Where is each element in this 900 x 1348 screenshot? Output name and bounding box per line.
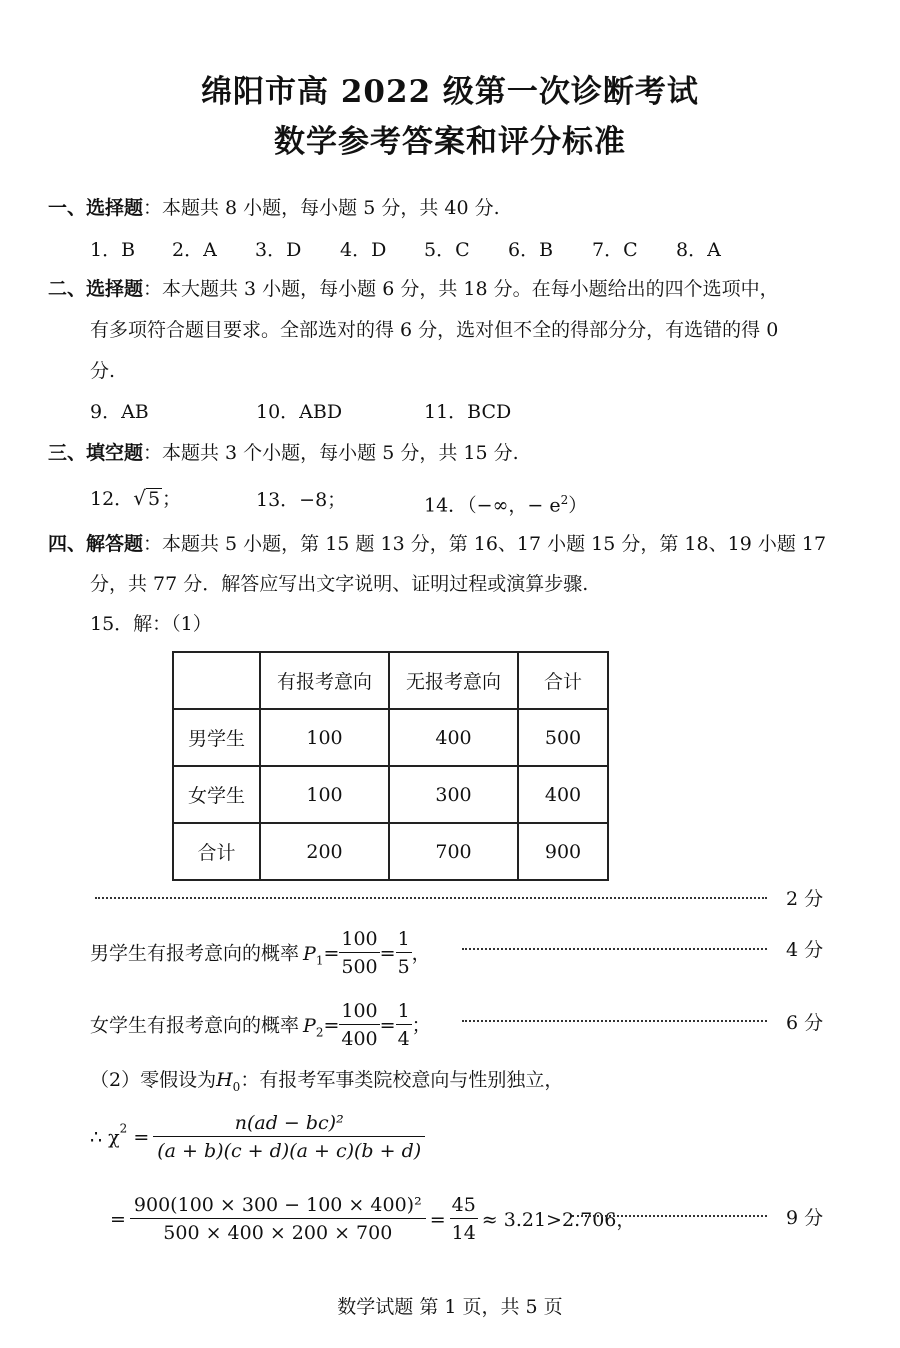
- part-2-prefix: （2）零假设为: [90, 1069, 217, 1091]
- table-cell: 900: [518, 823, 608, 880]
- chi-square-calculation: [110, 1192, 635, 1247]
- female-probability-text: 女学生有报考意向的概率: [90, 1014, 300, 1037]
- answer-6: 6．B: [508, 239, 554, 261]
- table-cell: 有报考意向: [260, 652, 389, 709]
- table-row: [173, 709, 608, 766]
- calc-fraction: [130, 1192, 426, 1247]
- dotted-leader: [95, 897, 767, 899]
- section-2-label: 二、选择题: [48, 278, 144, 300]
- answer-14-prefix: 14．（−∞，− e: [424, 494, 561, 517]
- male-end-punct: ，: [411, 942, 431, 965]
- fraction: [339, 998, 379, 1053]
- table-cell: 400: [518, 766, 608, 823]
- dotted-leader: [572, 1215, 767, 1217]
- calc-denominator: 500 × 400 × 200 × 700: [163, 1222, 393, 1244]
- answer-13: 13．−8；: [256, 489, 347, 511]
- female-p-sub: 2: [315, 1025, 324, 1040]
- exam-title: 绵阳市高 2022 级第一次诊断考试: [201, 74, 699, 110]
- answer-5: 5．C: [424, 239, 470, 261]
- table-row: [173, 823, 608, 880]
- chi-numerator: n(ad − bc)²: [153, 1110, 425, 1137]
- female-p-var: P: [303, 1014, 316, 1037]
- table-row: [173, 652, 608, 709]
- male-probability-text: 男学生有报考意向的概率: [90, 942, 300, 965]
- answer-1: 1．B: [90, 239, 136, 261]
- section-3-label: 三、填空题: [48, 442, 144, 464]
- section-1-desc: ：本题共 8 小题，每小题 5 分，共 40 分.: [143, 197, 500, 219]
- male-p-sub: 1: [315, 953, 324, 968]
- fraction-numerator: 1: [396, 998, 412, 1025]
- fraction: [339, 926, 379, 981]
- fraction: [396, 926, 412, 981]
- chi-denominator: (a + b)(c + d)(a + c)(b + d): [157, 1140, 422, 1162]
- answer-10: 10．ABD: [256, 401, 343, 423]
- calc-result: ≈ 3.21>2.706，: [481, 1208, 636, 1231]
- section-1-label: 一、选择题: [48, 197, 144, 219]
- fraction-denominator: 500: [341, 956, 378, 978]
- section-2-heading: [48, 275, 779, 303]
- answer-14: [424, 486, 587, 519]
- section-2-desc: ：本大题共 3 小题，每小题 6 分，共 18 分。在每小题给出的四个选项中，: [143, 278, 779, 300]
- answer-4: 4．D: [340, 239, 387, 261]
- table-cell: 100: [260, 766, 389, 823]
- equals-sign: =: [323, 942, 340, 965]
- table-cell: 男学生: [173, 709, 260, 766]
- part-2-hypothesis: [90, 1066, 563, 1101]
- dotted-leader: [462, 1020, 767, 1022]
- answer-14-exponent: 2: [560, 493, 569, 507]
- section-1-heading: [48, 194, 500, 222]
- chi-exponent: 2: [119, 1121, 128, 1136]
- document-subtitle: 数学参考答案和评分标准: [274, 124, 626, 160]
- h0-var: H: [216, 1069, 233, 1091]
- answer-14-suffix: ）: [568, 494, 588, 517]
- dotted-leader: [462, 948, 767, 950]
- table-cell: 女学生: [173, 766, 260, 823]
- answer-11: 11．BCD: [424, 401, 512, 423]
- table-cell: 合计: [518, 652, 608, 709]
- calc-numerator: 900(100 × 300 − 100 × 400)²: [130, 1192, 426, 1219]
- h0-sub: 0: [232, 1079, 241, 1094]
- fraction-denominator: 400: [341, 1028, 378, 1050]
- fraction-numerator: 1: [396, 926, 412, 953]
- male-p-var: P: [303, 942, 316, 965]
- fraction-numerator: 100: [339, 926, 379, 953]
- fraction: [396, 998, 412, 1053]
- answer-12: [90, 484, 181, 513]
- answer-3: 3．D: [255, 239, 302, 261]
- female-probability: [90, 998, 431, 1053]
- section-3-desc: ：本题共 3 个小题，每小题 5 分，共 15 分.: [143, 442, 519, 464]
- male-probability: [90, 926, 431, 981]
- female-end-punct: ；: [411, 1014, 431, 1037]
- table-row: [173, 766, 608, 823]
- fraction-denominator: 5: [397, 956, 410, 978]
- table-cell: [173, 652, 260, 709]
- sqrt-sign: √: [133, 486, 146, 510]
- chi-square-formula: [90, 1110, 425, 1165]
- section-2-desc-line2: 有多项符合题目要求。全部选对的得 6 分，选对但不全的得部分分，有选错的得 0: [90, 319, 779, 341]
- table-cell: 700: [389, 823, 518, 880]
- section-4-heading: [48, 530, 826, 558]
- section-2-desc-line3: 分.: [90, 360, 116, 382]
- score-6: 6 分: [786, 1012, 824, 1034]
- section-4-desc: ：本题共 5 小题，第 15 题 13 分，第 16、17 小题 15 分，第 18、19 小题 17: [143, 533, 827, 555]
- equals-sign: =: [110, 1208, 126, 1231]
- section-4-label: 四、解答题: [48, 533, 144, 555]
- table-cell: 200: [260, 823, 389, 880]
- equals-sign: =: [323, 1014, 340, 1037]
- fraction-numerator: 100: [339, 998, 379, 1025]
- page-footer: 数学试题 第 1 页，共 5 页: [337, 1296, 563, 1318]
- table-cell: 100: [260, 709, 389, 766]
- fraction: [450, 1192, 478, 1247]
- section-4-desc-line2: 分，共 77 分．解答应写出文字说明、证明过程或演算步骤.: [90, 573, 589, 595]
- fraction-denominator: 14: [451, 1222, 476, 1244]
- equals-sign: =: [127, 1126, 150, 1149]
- answer-8: 8．A: [676, 239, 721, 261]
- table-cell: 400: [389, 709, 518, 766]
- question-15-heading: 15．解：（1）: [90, 613, 212, 635]
- score-9: 9 分: [786, 1207, 824, 1229]
- chi-fraction: [153, 1110, 425, 1165]
- answer-9: 9．AB: [90, 401, 149, 423]
- answer-2: 2．A: [172, 239, 217, 261]
- equals-sign: =: [379, 1014, 396, 1037]
- answer-12-suffix: ；: [162, 488, 182, 510]
- answer-7: 7．C: [592, 239, 638, 261]
- chi-symbol: ∴ χ: [90, 1126, 120, 1149]
- equals-sign: =: [429, 1208, 446, 1231]
- table-cell: 无报考意向: [389, 652, 518, 709]
- section-3-heading: [48, 439, 519, 467]
- fraction-denominator: 4: [397, 1028, 410, 1050]
- answer-12-prefix: 12．: [90, 488, 134, 510]
- score-2: 2 分: [786, 888, 824, 910]
- table-cell: 500: [518, 709, 608, 766]
- table-cell: 合计: [173, 823, 260, 880]
- equals-sign: =: [379, 942, 396, 965]
- score-4: 4 分: [786, 939, 824, 961]
- contingency-table: [172, 651, 609, 881]
- part-2-hypothesis-text: ：有报考军事类院校意向与性别独立，: [240, 1069, 564, 1091]
- table-cell: 300: [389, 766, 518, 823]
- fraction-numerator: 45: [450, 1192, 478, 1219]
- answer-12-radicand: 5: [147, 488, 161, 510]
